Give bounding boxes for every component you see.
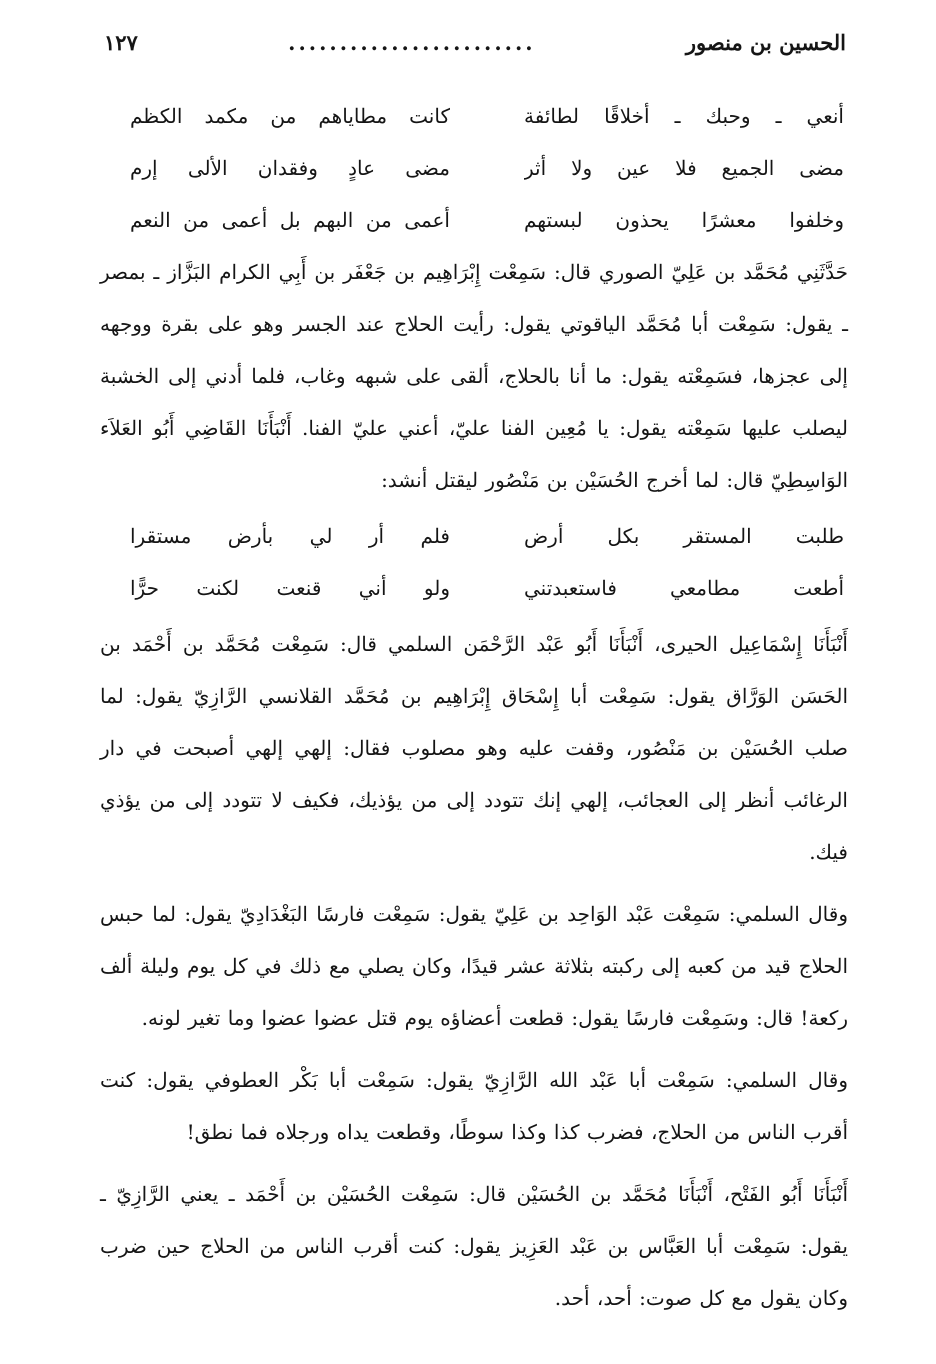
poem-block-1: [100, 90, 848, 246]
verse-first-hemistich: وخلفوا معشرًا يحذون لبستهم: [524, 208, 844, 232]
paragraph-1: حَدَّثَنِي مُحَمَّد بن عَلِيّ الصوري قال: سَمِعْت إِبْرَاهِيم بن جَعْفَر بن أَبِي الكرام البَزَّاز ـ بمصر ـ يقول: سَمِعْت أبا مُحَمَّد الياقوتي يقول: رأيت الحلاج عند الجسر وهو على بقرة ووجهه إلى عجزها، فسَمِعْته يقول: ما أنا بالحلاج، ألقى على شبهه وغاب، فلما أدني إلى الخشبة ليصلب عليها سَمِعْته يقول: يا مُعِين الفنا عليّ، أعني عليّ الفنا. أَنْبَأَنَا القَاضِي أَبُو العَلاَء الوَاسِطِيّ قال: لما أخرج الحُسَيْن بن مَنْصُور ليقتل أنشد:: [100, 260, 848, 492]
verse-first-hemistich: طلبت المستقر بكل أرض: [524, 524, 844, 548]
verse-line: [100, 562, 848, 614]
paragraph-2: أَنْبَأَنَا إِسْمَاعِيل الحيرى، أَنْبَأَنَا أَبُو عَبْد الرَّحْمَن السلمي قال: سَمِعْت مُحَمَّد بن أَحْمَد بن الحَسَن الوَرَّاق يقول: سَمِعْت أبا إِسْحَاق إِبْرَاهِيم بن مُحَمَّد القلانسي الرَّازِيّ يقول: لما صلب الحُسَيْن بن مَنْصُور، وقفت عليه وهو مصلوب فقال: إلهي إلهي أصبحت في دار الرغائب أنظر إلى العجائب، إلهي إنك تتودد إلى من يؤذيك، فكيف لا تتودد إلى من يؤذي فيك.: [100, 632, 848, 864]
verse-second-hemistich: أعمى من البهم بل أعمى من النعم: [130, 208, 450, 232]
verse-second-hemistich: مضى عادٍ وفقدان الألى إرم: [130, 156, 450, 180]
paragraph-3: وقال السلمي: سَمِعْت عَبْد الوَاحِد بن عَلِيّ يقول: سَمِعْت فارسًا البَغْدَادِيّ يقول: لما حبس الحلاج قيد من كعبه إلى ركبته بثلاثة عشر قيدًا، وكان يصلي مع ذلك في كل يوم وليلة ألف ركعة! قال: وسَمِعْت فارسًا يقول: قطعت أعضاؤه يوم قتل عضوا عضوا وما تغير لونه.: [100, 902, 848, 1030]
running-title: الحسين بن منصور: [685, 30, 846, 55]
verse-first-hemistich: أنعي ـ وحبك ـ أخلاقًا لطائفة: [524, 104, 844, 128]
paragraph-4: وقال السلمي: سَمِعْت أبا عَبْد الله الرَّازِيّ يقول: سَمِعْت أبا بَكْر العطوفي يقول: كنت أقرب الناس من الحلاج، فضرب كذا وكذا سوطًا، وقطعت يداه ورجلاه فما نطق!: [100, 1068, 848, 1144]
verse-second-hemistich: فلم أر لي بأرض مستقرا: [130, 524, 450, 548]
verse-first-hemistich: مضى الجميع فلا عين ولا أثر: [524, 156, 844, 180]
spacer: [100, 1044, 848, 1054]
poem-block-2: [100, 510, 848, 614]
page-header: [104, 30, 846, 70]
verse-line: [100, 194, 848, 246]
paragraph-5: أَنْبَأَنَا أَبُو الفَتْح، أَنْبَأَنَا مُحَمَّد بن الحُسَيْن قال: سَمِعْت الحُسَيْن بن أَحْمَد ـ يعني الرَّازِيّ ـ يقول: سَمِعْت أبا العَبَّاس بن عَبْد العَزِيز يقول: كنت أقرب الناس من الحلاج حين ضرب وكان يقول مع كل صوت: أحد، أحد.: [100, 1182, 848, 1310]
header-leader-dots: ........................: [288, 30, 536, 55]
page-number: ١٢٧: [104, 30, 138, 55]
verse-second-hemistich: ولو أني قنعت لكنت حرًّا: [130, 576, 450, 600]
page-body: [100, 90, 848, 1324]
spacer: [100, 1158, 848, 1168]
spacer: [100, 878, 848, 888]
verse-line: [100, 90, 848, 142]
verse-second-hemistich: كانت مطاياهم من مكمد الكظم: [130, 104, 450, 128]
verse-first-hemistich: أطعت مطامعي فاستعبدتني: [524, 576, 844, 600]
verse-line: [100, 510, 848, 562]
verse-line: [100, 142, 848, 194]
